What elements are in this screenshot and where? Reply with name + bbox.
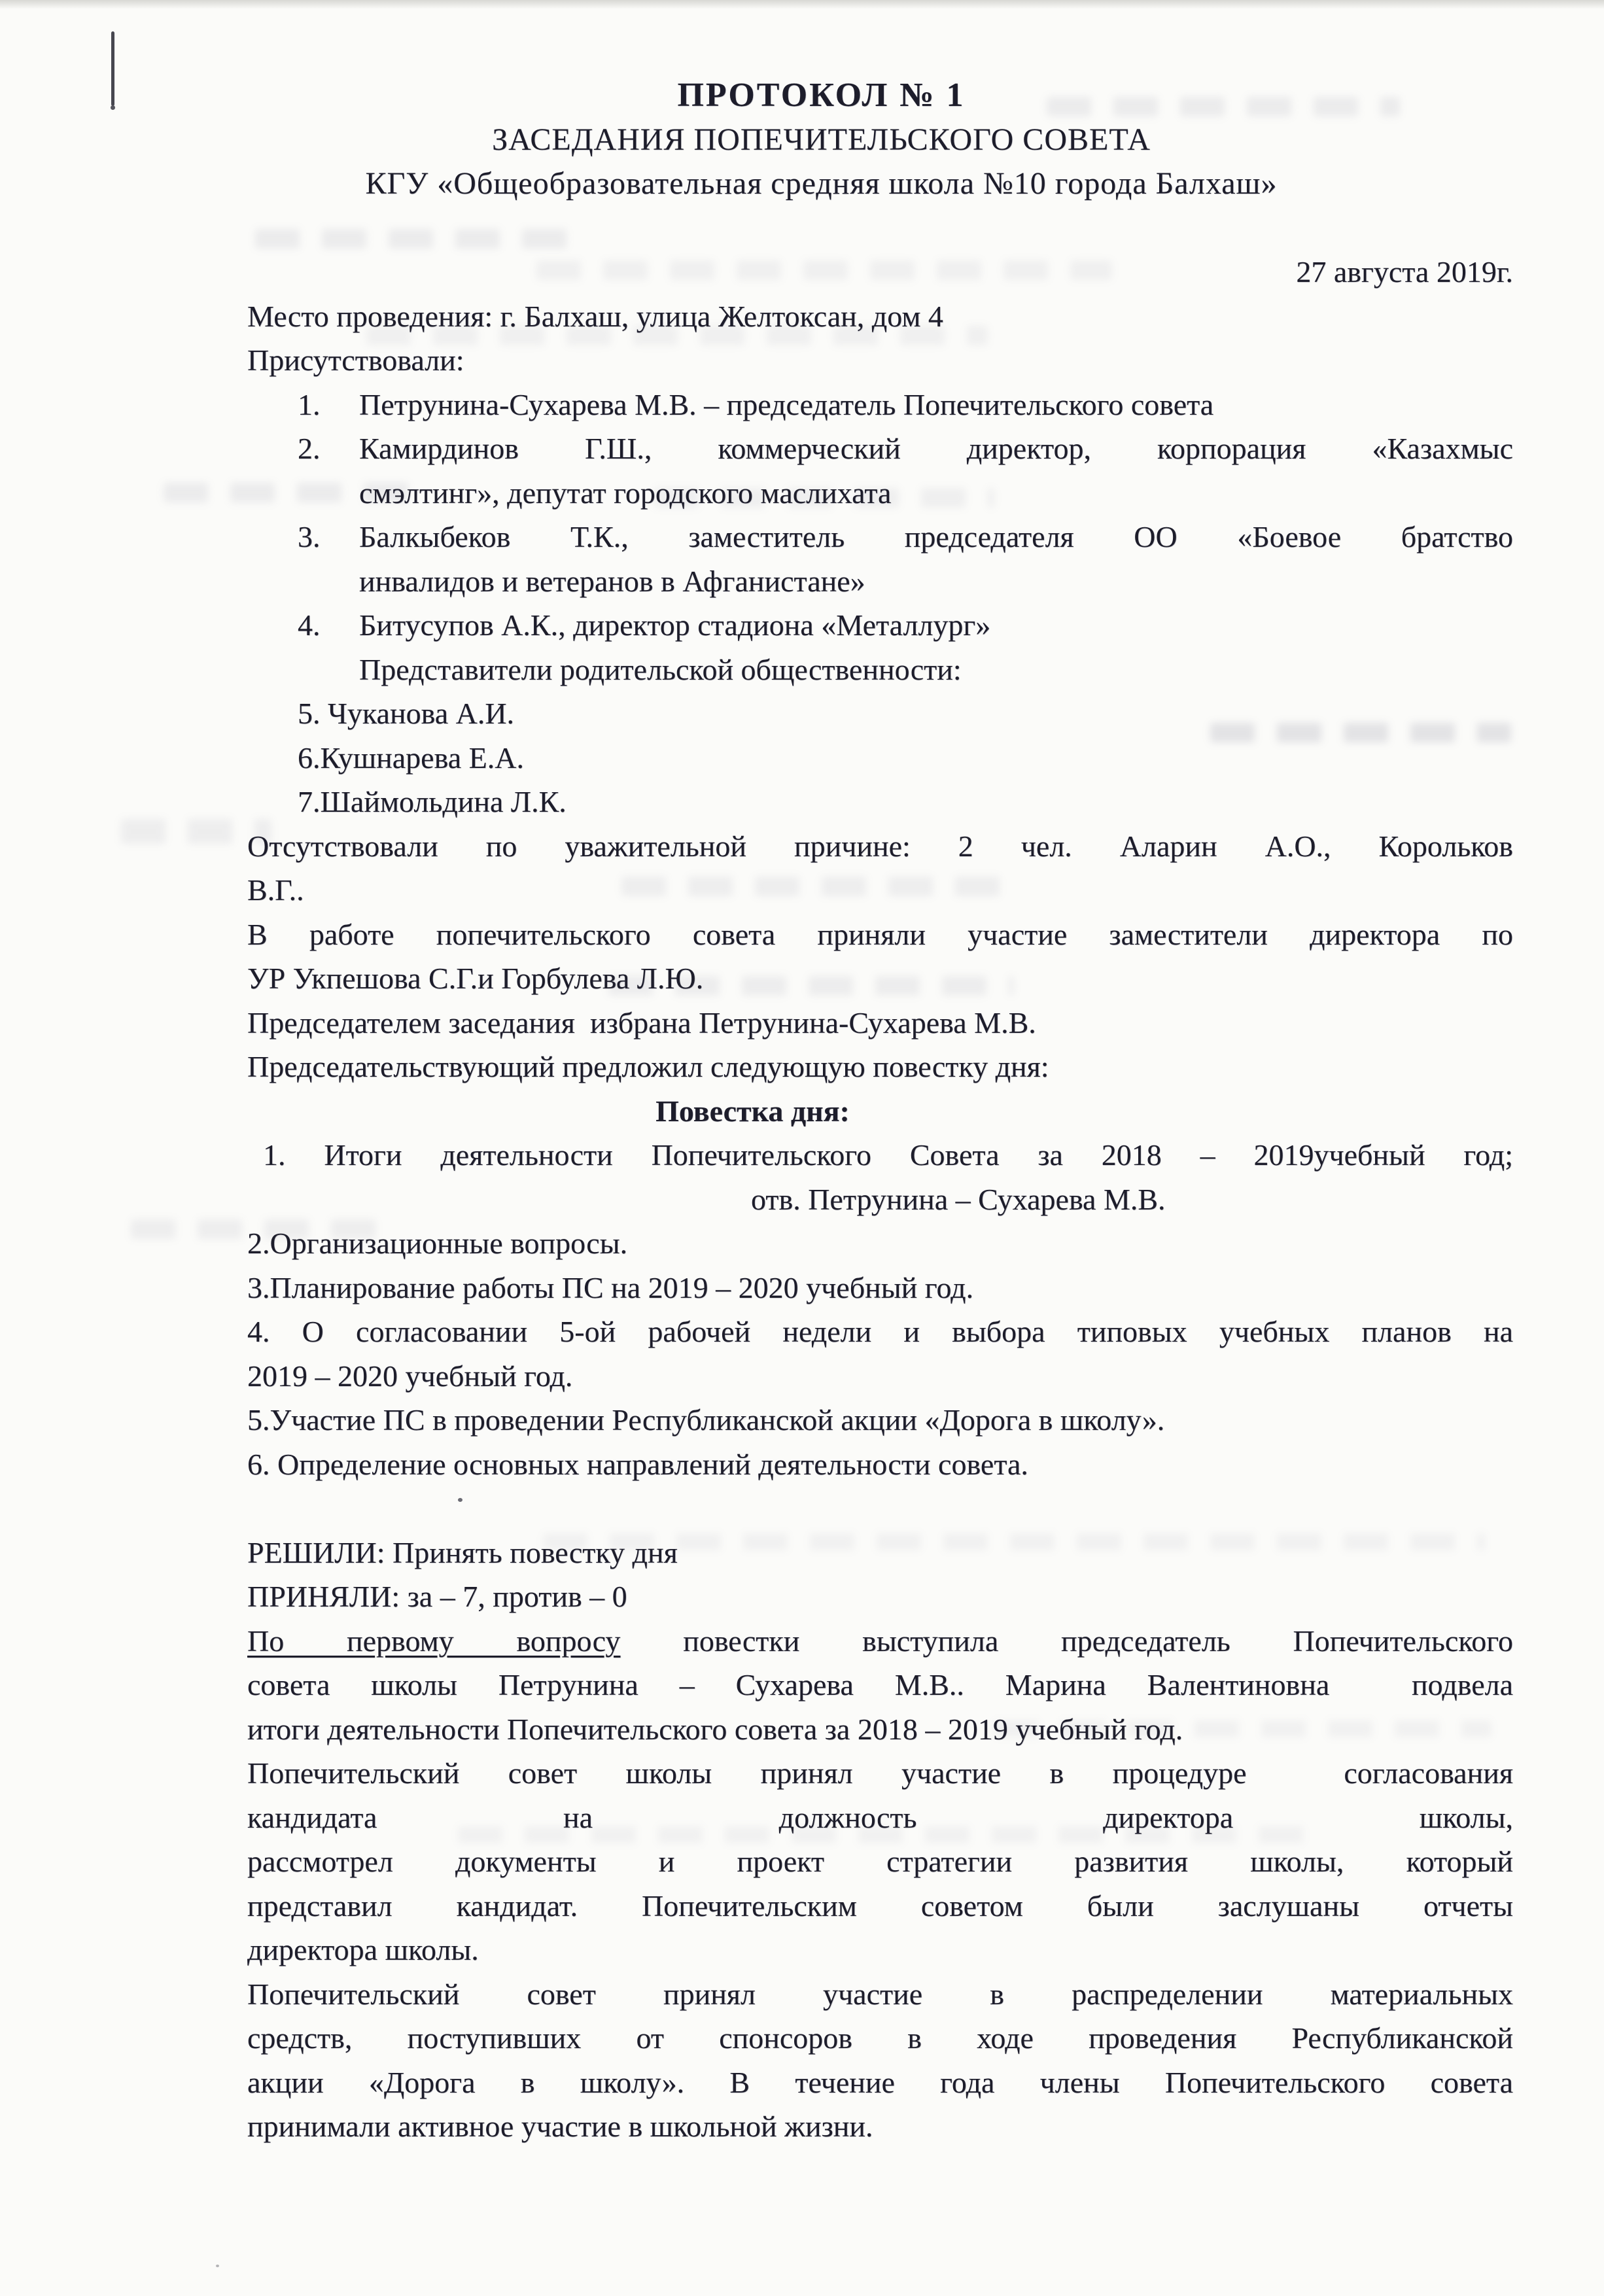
attendee-text: Балкыбеков Т.К., заместитель председателя ОО «Боевое братство [359,520,1513,553]
participation-line: В работе попечительского совета приняли участие заместители директора по [247,917,1513,951]
agenda-item-4-continuation: 2019 – 2020 учебный год. [247,1359,573,1393]
attendee-item [247,426,1513,471]
school-title: КГУ «Общеобразовательная средняя школа №10 города Балхаш» [365,166,1278,201]
attendee-text: Битусупов А.К., директор стадиона «Металлург» [359,608,991,642]
list-number: 2. [298,432,321,465]
decision-line: РЕШИЛИ: Принять повестку дня [247,1535,678,1569]
agenda-item-5: 5.Участие ПС в проведении Республиканской акции «Дорога в школу». [247,1403,1165,1436]
protocol-date: 27 августа 2019г. [1296,255,1513,288]
question1-line [247,1619,1513,1663]
attendee-text: Петрунина-Сухарева М.В. – председатель Попечительского совета [359,387,1214,421]
agenda-item-1: 1. Итоги деятельности Попечительского Совета за 2018 – 2019учебный год; [263,1138,1513,1172]
question1-line: Попечительский совет школы принял участие в процедуре согласования [247,1756,1513,1790]
question1-underlined: По первому вопросу [247,1624,621,1658]
parents-label: Представители родительской общественности: [359,652,962,686]
agenda-item-6: 6. Определение основных направлений деятельности совета. [247,1447,1028,1481]
absent-line: В.Г.. [247,873,304,907]
question1-line: итоги деятельности Попечительского совета за 2018 – 2019 учебный год. [247,1712,1183,1746]
parent-item: 6.Кушнарева Е.А. [298,740,524,774]
parent-item: 7.Шаймольдина Л.К. [298,785,567,818]
agenda-title: Повестка дня: [655,1094,850,1128]
present-label: Присутствовали: [247,343,464,377]
agenda-item-1-responsible: отв. Петрунина – Сухарева М.В. [751,1182,1166,1216]
session-title: ЗАСЕДАНИЯ ПОПЕЧИТЕЛЬСКОГО СОВЕТА [492,122,1151,157]
question1-line: принимали активное участие в школьной жизни. [247,2110,873,2143]
agenda-item-4: 4. О согласовании 5-ой рабочей недели и выбора типовых учебных планов на [247,1315,1513,1348]
attendee-item [247,383,1513,427]
absent-line: Отсутствовали по уважительной причине: 2 чел. Аларин А.О., Корольков [247,829,1513,863]
attendee-item-continuation: инвалидов и ветеранов в Афганистане» [359,564,865,598]
attendee-item [247,515,1513,559]
scan-line-artifact [111,31,114,106]
question1-line: директора школы. [247,1933,479,1966]
chair-line: Председателем заседания избрана Петрунина-Сухарева М.В. [247,1005,1036,1039]
attendee-item-continuation: смэлтинг», депутат городского маслихата [359,476,892,510]
spacer [247,1486,1513,1531]
question1-line: Попечительский совет принял участие в распределении материальных [247,1977,1513,2011]
attendee-item [247,603,1513,648]
ink-speck-artifact [458,1498,462,1502]
question1-rest: повестки выступила председатель Попечительского [620,1624,1513,1658]
proposal-line: Председательствующий предложил следующую повестку дня: [247,1050,1049,1083]
question1-line: акции «Дорога в школу». В течение года члены Попечительского совета [247,2065,1513,2099]
list-number: 3. [298,520,321,553]
vote-line: ПРИНЯЛИ: за – 7, против – 0 [247,1580,627,1613]
list-number: 4. [298,608,321,642]
meeting-place: Место проведения: г. Балхаш, улица Желтоксан, дом 4 [247,299,943,333]
protocol-title: ПРОТОКОЛ № 1 [677,77,966,114]
agenda-item-3: 3.Планирование работы ПС на 2019 – 2020 учебный год. [247,1270,974,1304]
question1-line: рассмотрел документы и проект стратегии развития школы, который [247,1845,1513,1878]
spacer [247,206,1513,251]
question1-line: кандидата на должность директора школы, [247,1800,1513,1834]
question1-line: средств, поступивших от спонсоров в ходе проведения Республиканской [247,2021,1513,2055]
attendee-text: Камирдинов Г.Ш., коммерческий директор, корпорация «Казахмыс [359,432,1513,465]
parent-item: 5. Чуканова А.И. [298,697,515,730]
question1-line: совета школы Петрунина – Сухарева М.В.. Марина Валентиновна подвела [247,1668,1513,1701]
agenda-item-2: 2.Организационные вопросы. [247,1226,628,1260]
question1-line: представил кандидат. Попечительским советом были заслушаны отчеты [247,1888,1513,1922]
ink-speck-artifact [216,2265,219,2267]
participation-line: УР Укпешова С.Г.и Горбулева Л.Ю. [247,962,704,995]
list-number: 1. [298,387,321,421]
